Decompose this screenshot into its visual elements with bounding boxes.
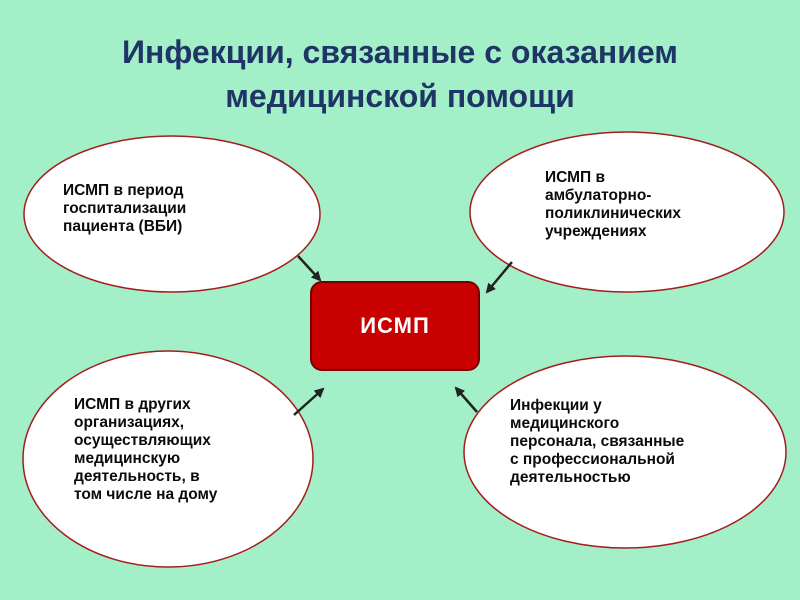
node-line: персонала, связанные [510,433,685,450]
node-line: медицинскую [74,450,181,467]
arrow-top-left [298,256,320,280]
node-line: Инфекции у [510,397,602,414]
node-line: с профессиональной [510,451,675,468]
center-node-label: ИСМП [360,313,430,338]
node-line: госпитализации [63,200,187,217]
node-line: организациях, [74,414,185,431]
node-line: медицинского [510,415,620,432]
node-line: учреждениях [545,223,647,240]
center-node [310,281,480,371]
arrow-bottom-left [294,389,323,415]
title-line-1: Инфекции, связанные с оказанием [122,34,678,70]
node-line: деятельность, в [74,468,200,485]
arrow-bottom-right [456,388,477,412]
node-line: амбулаторно- [545,187,652,204]
node-text-top-left [63,182,186,236]
node-line: пациента (ВБИ) [63,218,183,235]
node-line: том числе на дому [74,486,218,503]
node-line: ИСМП в период [63,182,184,199]
node-line: поликлинических [545,205,681,222]
node-text-bottom-right [510,397,684,487]
arrow-top-right [487,262,512,292]
node-text-top-right [545,169,681,241]
title-line-2: медицинской помощи [225,78,575,114]
node-line: осуществляющих [74,432,211,449]
node-line: ИСМП в других [74,396,191,413]
node-line: ИСМП в [545,169,606,186]
node-text-bottom-left [74,396,217,504]
node-line: деятельностью [510,469,631,486]
